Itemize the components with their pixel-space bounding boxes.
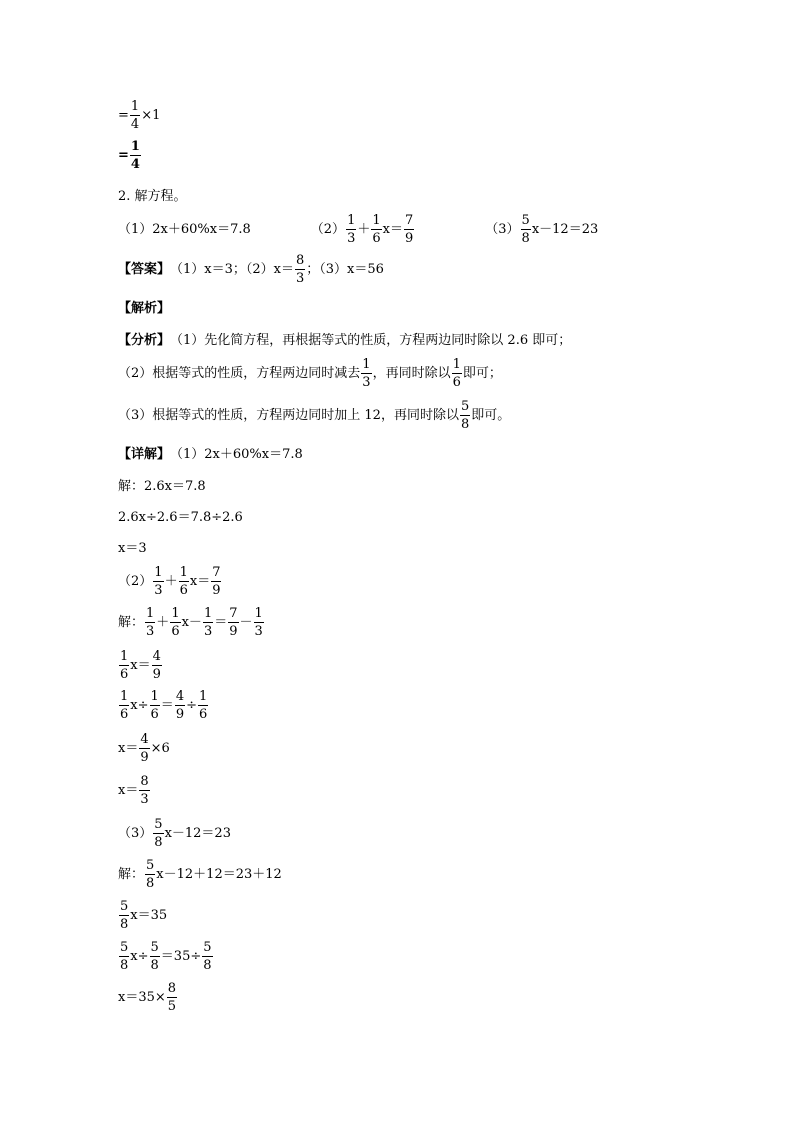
prev-result-line bbox=[118, 140, 142, 171]
fraction: $\frac{4}{9}$ bbox=[152, 649, 161, 682]
fraction: $\frac{4}{9}$ bbox=[140, 732, 149, 765]
question-part-1: （1）2x＋60%x＝7.8 bbox=[118, 222, 251, 237]
detail-step: x＝ $\frac{8}{3}$ bbox=[118, 774, 149, 807]
detail-step: $\frac{5}{8}$ x÷ $\frac{5}{8}$ ＝35÷ $\frac{5}{8}$ bbox=[120, 940, 212, 973]
fraction: $\frac{1}{3}$ bbox=[203, 606, 213, 639]
fraction: $\frac{4}{9}$ bbox=[175, 689, 185, 722]
analysis-line-1: 【分析】 （1）先化简方程，再根据等式的性质，方程两边同时除以 2.6 即可； bbox=[118, 333, 572, 348]
detail-step: 2.6x÷2.6＝7.8÷2.6 bbox=[118, 510, 243, 525]
equals-sign: = bbox=[118, 148, 129, 163]
fraction: $\frac{5}{8}$ bbox=[521, 213, 530, 246]
fraction: $\frac{1}{3}$ bbox=[146, 606, 155, 639]
fraction: $\frac{1}{6}$ bbox=[452, 357, 461, 390]
analysis-tag: 【分析】 bbox=[118, 333, 171, 348]
fraction: $\frac{5}{8}$ bbox=[150, 940, 159, 973]
detail-step: 解： $\frac{5}{8}$ x－12＋12＝23＋12 bbox=[118, 858, 282, 891]
fraction: $\frac{1}{6}$ bbox=[150, 689, 159, 722]
equals-sign: = bbox=[118, 108, 129, 123]
fraction: $\frac{1}{3}$ bbox=[254, 606, 263, 639]
analysis-line-2: （2）根据等式的性质，方程两边同时减去 $\frac{1}{3}$ ，再同时除以 $\frac{1}{6}$ 即可； bbox=[118, 357, 502, 390]
detail-tag: 【详解】 bbox=[118, 447, 171, 462]
detail-step: $\frac{1}{6}$ x÷ $\frac{1}{6}$ ＝ $\frac{4}{9}$ ÷ $\frac{1}{6}$ bbox=[120, 689, 208, 722]
fraction: $\frac{7}{9}$ bbox=[404, 213, 414, 246]
fraction: $\frac{8}{5}$ bbox=[167, 981, 177, 1014]
detail-step: 解：2.6x＝7.8 bbox=[118, 479, 206, 494]
fraction: $\frac{5}{8}$ bbox=[460, 399, 470, 432]
fraction: $\frac{7}{9}$ bbox=[212, 565, 221, 598]
fraction: $\frac{5}{8}$ bbox=[120, 940, 129, 973]
fraction: $\frac{5}{8}$ bbox=[154, 817, 163, 850]
detail-step: 解： $\frac{1}{3}$ ＋ $\frac{1}{6}$ x－ $\frac{1}{3}$ ＝ $\frac{7}{9}$ － $\frac{1}{3}$ bbox=[118, 606, 263, 639]
prev-step-line bbox=[118, 100, 160, 131]
expression-text: ×1 bbox=[141, 108, 161, 123]
detail-part-1-head: 【详解】 （1）2x＋60%x＝7.8 bbox=[118, 447, 303, 462]
fraction: $\frac{1}{3}$ bbox=[154, 565, 163, 598]
fraction: $\frac{1}{4}$ bbox=[130, 99, 140, 132]
fraction: $\frac{5}{8}$ bbox=[120, 899, 129, 932]
answer-tag: 【答案】 bbox=[118, 262, 171, 277]
detail-step: $\frac{1}{6}$ x＝ $\frac{4}{9}$ bbox=[120, 649, 161, 682]
fraction: $\frac{1}{6}$ bbox=[171, 606, 180, 639]
question-part-2-label: （2） bbox=[310, 222, 346, 237]
fraction: $\frac{1}{6}$ bbox=[120, 689, 129, 722]
detail-part-3-head: （3） $\frac{5}{8}$ x－12＝23 bbox=[118, 817, 231, 850]
question-part-3-label: （3） bbox=[485, 222, 520, 237]
fraction: $\frac{8}{3}$ bbox=[140, 774, 149, 807]
analysis-line-3: （3）根据等式的性质，方程两边同时加上 12，再同时除以 $\frac{5}{8}$ 即可。 bbox=[118, 399, 511, 432]
detail-step: x＝ $\frac{4}{9}$ ×6 bbox=[118, 732, 170, 765]
detail-step: x＝3 bbox=[118, 541, 147, 556]
fraction: $\frac{5}{8}$ bbox=[203, 940, 212, 973]
detail-part-2-head: （2） $\frac{1}{3}$ ＋ $\frac{1}{6}$ x＝ $\frac{7}{9}$ bbox=[118, 565, 221, 598]
question-parts-line: （1）2x＋60%x＝7.8 （2） $\frac{1}{3}$ ＋ $\frac{1}{6}$ x＝ $\frac{7}{9}$ （3） $\frac{5}{8}$ x－12＝23 bbox=[118, 213, 599, 246]
fraction: $\frac{1}{3}$ bbox=[362, 357, 371, 390]
detail-step: $\frac{5}{8}$ x＝35 bbox=[120, 899, 168, 932]
fraction: $\frac{1}{3}$ bbox=[347, 213, 356, 246]
fraction: $\frac{1}{6}$ bbox=[120, 649, 129, 682]
question-title: 2. 解方程。 bbox=[118, 189, 187, 204]
fraction: $\frac{1}{6}$ bbox=[199, 689, 208, 722]
answer-line: 【答案】 （1）x＝3；（2）x＝ $\frac{8}{3}$ ；（3）x＝56 bbox=[118, 253, 384, 286]
detail-step: x＝35× $\frac{8}{5}$ bbox=[118, 981, 177, 1014]
jiexi-heading: 【解析】 bbox=[118, 301, 171, 316]
fraction: $\frac{1}{6}$ bbox=[179, 565, 188, 598]
fraction: $\frac{7}{9}$ bbox=[229, 606, 238, 639]
fraction: $\frac{1}{6}$ bbox=[372, 213, 381, 246]
fraction: $\frac{5}{8}$ bbox=[146, 858, 155, 891]
fraction: $\frac{1}{4}$ bbox=[130, 139, 140, 172]
fraction: $\frac{8}{3}$ bbox=[296, 253, 305, 286]
